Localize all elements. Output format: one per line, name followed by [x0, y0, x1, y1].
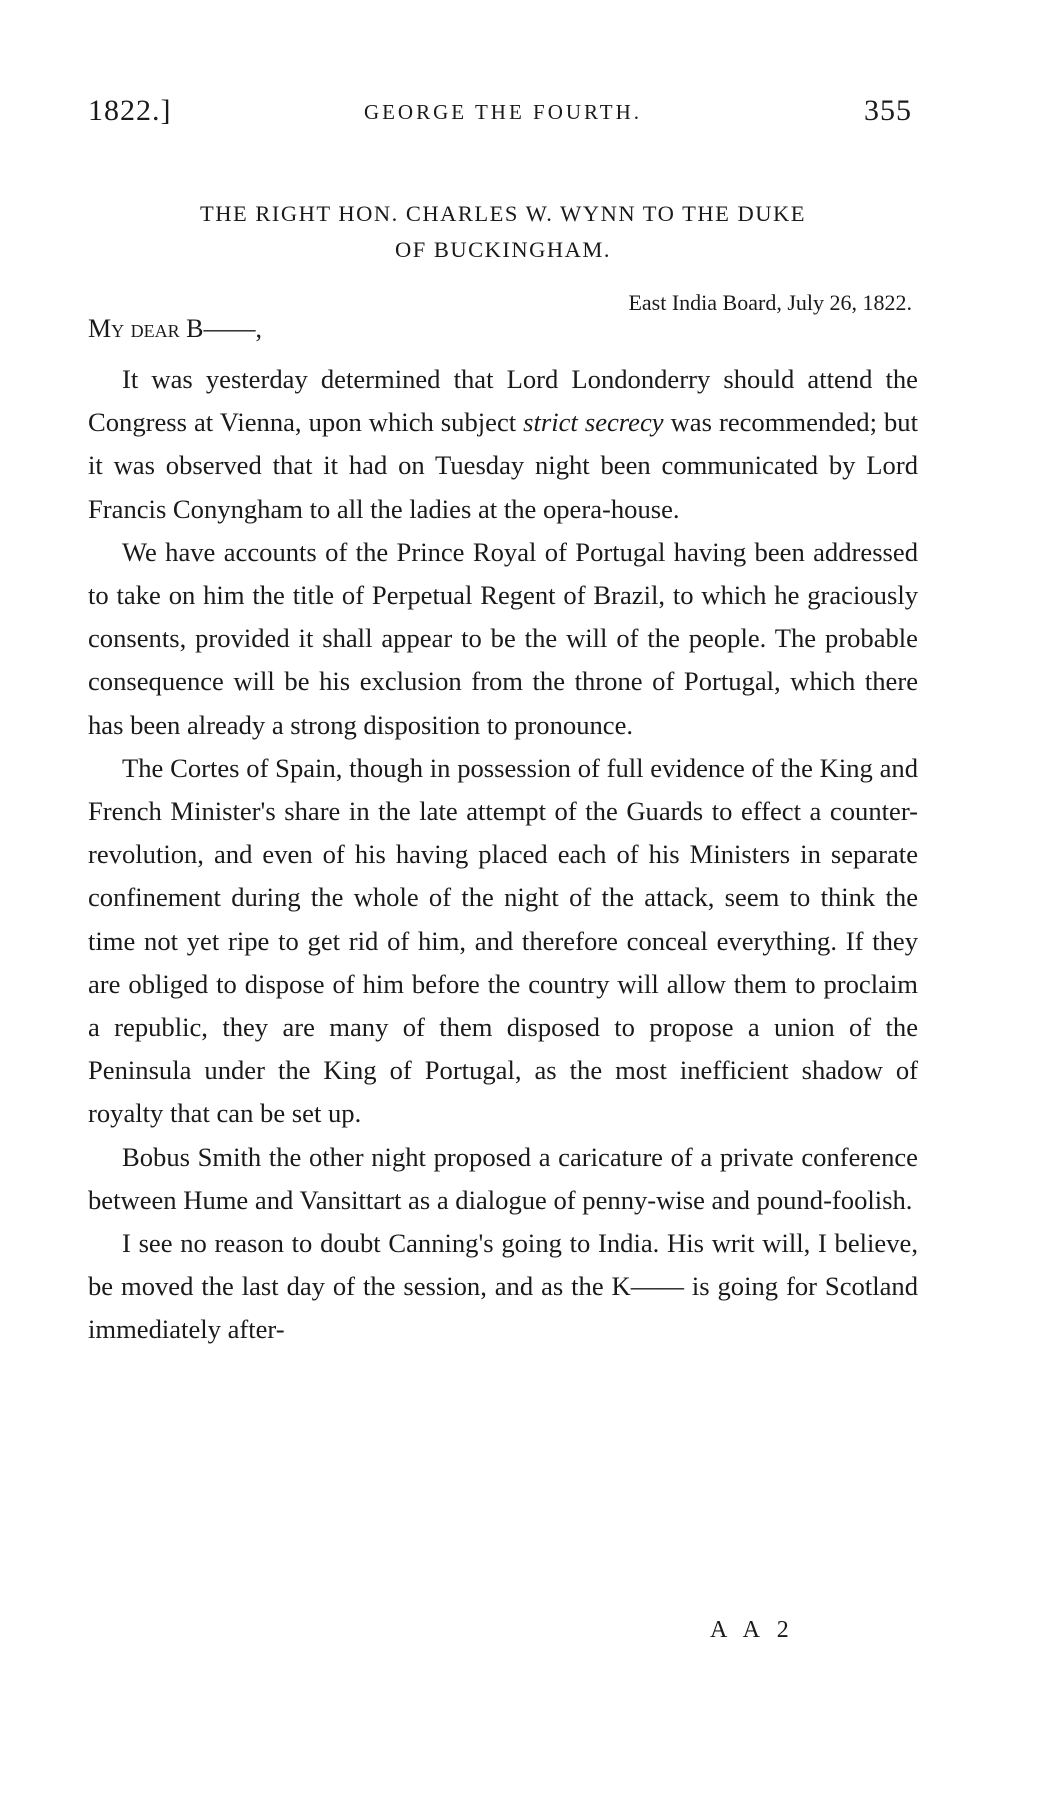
- paragraph-2: We have accounts of the Prince Royal of Portugal having been addressed to take on him the title of Perpetual Regent of Brazil, to which he graciously consents, provided it shall appear to be the will of the people. The probable consequence will be his exclusion from the throne of Portugal, which there has been already a strong disposition to pronounce.: [88, 536, 918, 740]
- paragraph-4: Bobus Smith the other night proposed a caricature of a private conference between Hume and Vansittart as a dialogue of penny-wise and pound-foolish.: [88, 1141, 918, 1215]
- letter-heading-line-2: OF BUCKINGHAM.: [394, 237, 612, 262]
- signature-mark: A A 2: [710, 1617, 795, 1643]
- letter-body: [88, 358, 918, 1352]
- paragraph-5: I see no reason to doubt Canning's going to India. His writ will, I believe, be moved the last day of the session, and as the K—— is going for Scotland immediately after-: [88, 1228, 918, 1345]
- letter-dateline: East India Board, July 26, 1822.: [628, 290, 912, 315]
- book-page: [88, 0, 918, 1801]
- letter-heading-line-1: THE RIGHT HON. CHARLES W. WYNN TO THE DUKE: [200, 201, 806, 226]
- paragraph-1-part-1: It was yesterday determined that Lord Londonderry should attend the Congress at Vienna, upon which subject: [88, 364, 918, 438]
- paragraph-1-italic: strict secrecy: [523, 407, 664, 438]
- paragraph-1: [88, 358, 918, 531]
- running-head: [88, 94, 918, 134]
- running-head-title: GEORGE THE FOURTH.: [363, 100, 643, 124]
- paragraph-3: The Cortes of Spain, though in possession of full evidence of the King and French Minister's share in the late attempt of the Guards to effect a counter-revolution, and even of his having placed each of his Ministers in separate confinement during the whole of the night of the attack, seem to think the time not yet ripe to get rid of him, and therefore conceal everything. If they are obliged to dispose of him before the country will allow them to proclaim a republic, they are many of them disposed to propose a union of the Peninsula under the King of Portugal, as the most inefficient shadow of royalty that can be set up.: [88, 752, 918, 1129]
- paragraph-1-part-2: was recommended; but it was observed that it had on Tuesday night been communicated by Lord Francis Conyngham to all the ladies at the opera-house.: [88, 407, 918, 524]
- page-number: 355: [864, 94, 912, 127]
- letter-salutation: My dear B——,: [88, 314, 262, 343]
- running-head-year: 1822.]: [88, 94, 172, 127]
- letter-heading: [88, 196, 918, 268]
